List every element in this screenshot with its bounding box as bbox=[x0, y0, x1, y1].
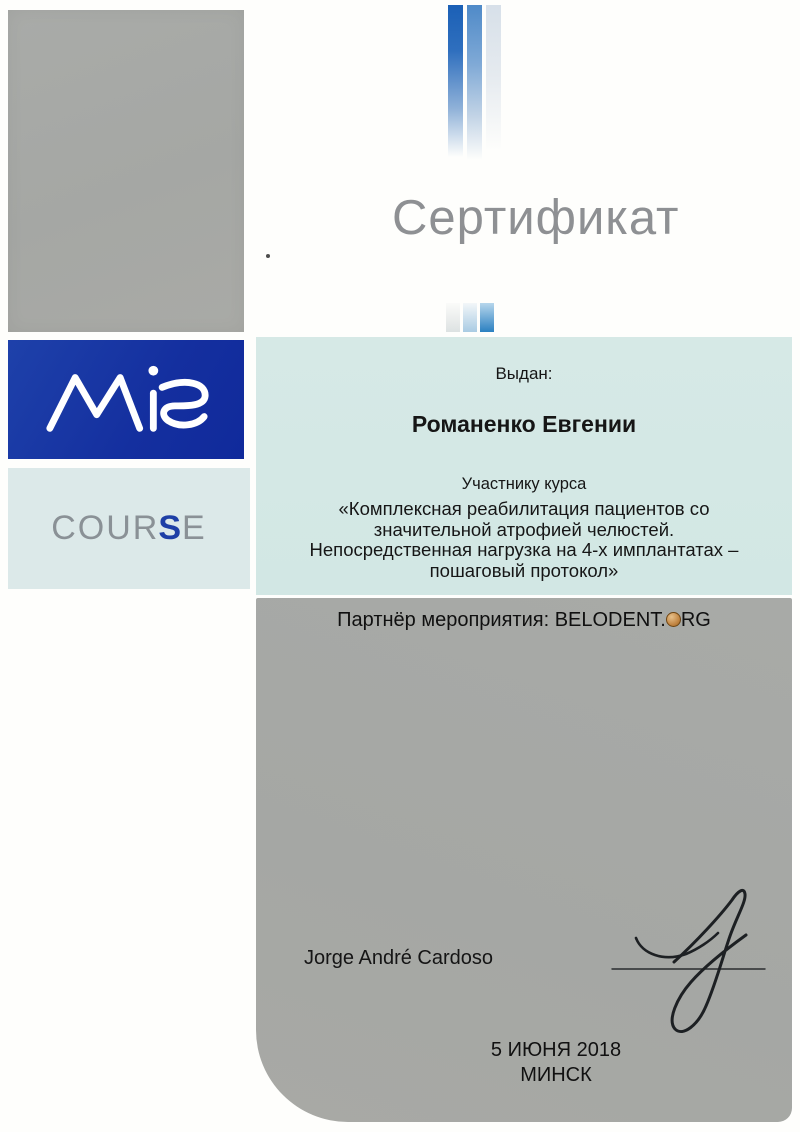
partner-name-post: RG bbox=[680, 609, 711, 631]
course-title-line: значительной атрофией челюстей. bbox=[373, 518, 675, 540]
course-text-post: E bbox=[182, 509, 207, 547]
mini-bar-light bbox=[446, 303, 460, 332]
mis-logo-icon bbox=[37, 358, 215, 442]
mis-logo-box bbox=[8, 340, 244, 459]
course-text-pre: COUR bbox=[51, 509, 160, 547]
course-title-line: «Комплексная реабилитация пациентов со bbox=[338, 498, 710, 519]
course-title-line: пошаговый протокол» bbox=[429, 559, 619, 581]
partner-name-pre: BELODENT. bbox=[554, 609, 666, 631]
course-logo-text bbox=[51, 509, 206, 548]
participant-label: Участнику курса bbox=[461, 475, 587, 493]
globe-icon bbox=[666, 612, 681, 627]
mini-bar-medium bbox=[463, 303, 477, 332]
recipient-name: Романенко Евгении bbox=[411, 411, 637, 437]
event-city: МИНСК bbox=[520, 1064, 592, 1086]
deco-bar-medium bbox=[467, 5, 482, 160]
course-title bbox=[256, 499, 792, 581]
course-title-line: Непосредственная нагрузка на 4-х имплантатах – bbox=[309, 539, 739, 560]
scan-texture-rect bbox=[8, 10, 244, 332]
partner-line bbox=[256, 609, 792, 632]
mini-bar-dark bbox=[480, 303, 494, 332]
signature-icon bbox=[586, 878, 786, 1053]
partner-label: Партнёр мероприятия: bbox=[337, 609, 550, 631]
ink-speck bbox=[266, 254, 270, 258]
signer-name: Jorge André Cardoso bbox=[304, 947, 494, 969]
recipient-info-box bbox=[256, 337, 792, 595]
event-date: 5 ИЮНЯ 2018 bbox=[490, 1039, 622, 1061]
course-logo-box bbox=[8, 468, 250, 589]
event-date-block bbox=[456, 1038, 656, 1088]
signature-area bbox=[256, 598, 792, 1122]
issued-label: Выдан: bbox=[495, 364, 553, 383]
deco-bar-light bbox=[486, 5, 501, 151]
deco-bar-dark bbox=[448, 5, 463, 157]
page-title: Сертификат bbox=[392, 191, 680, 245]
course-text-s: S bbox=[158, 509, 184, 547]
